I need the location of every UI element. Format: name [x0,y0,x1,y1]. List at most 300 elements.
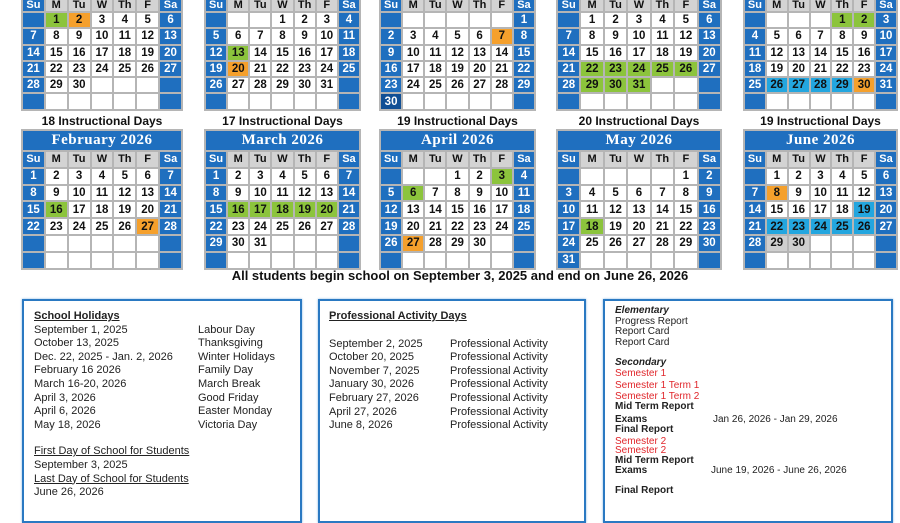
secondary-heading: Secondary [615,357,667,368]
day-cell: 14 [160,186,181,201]
day-cell: 22 [581,62,602,76]
empty-cell [811,236,831,251]
weekday-header: M [403,0,423,11]
instructional-days-caption: 18 Instructional Days [41,114,163,128]
weekday-header: Sa [514,152,534,167]
day-cell: 11 [652,29,673,43]
day-cell: 7 [339,169,359,184]
empty-cell [69,94,90,108]
day-cell: 17 [558,219,579,234]
day-cell: 13 [876,186,896,201]
day-cell: 1 [767,169,787,184]
day-cell: 3 [403,29,423,43]
empty-cell [745,253,765,268]
day-cell: 9 [295,29,315,43]
day-cell: 3 [250,169,270,184]
day-cell: 2 [69,13,90,27]
empty-cell [699,253,720,268]
day-cell: 5 [767,29,787,43]
empty-cell [339,236,359,251]
day-cell: 20 [403,219,423,234]
day-cell: 16 [228,202,248,217]
exams-dates: June 19, 2026 - June 26, 2026 [711,465,847,476]
day-cell: 20 [699,46,720,60]
day-cell: 10 [69,186,90,201]
weekday-header: Th [652,152,673,167]
day-cell: 16 [699,202,720,217]
report-card: Report Card [615,326,670,337]
empty-cell [69,253,90,268]
empty-cell [403,13,423,27]
item-date: September 2, 2025 [329,337,423,350]
day-cell: 28 [425,236,445,251]
day-cell: 8 [206,186,226,201]
day-cell: 11 [832,186,852,201]
day-cell: 31 [317,78,337,92]
day-cell: 13 [160,29,181,43]
empty-cell [23,13,44,27]
day-cell: 13 [699,29,720,43]
day-cell: 21 [250,62,270,76]
weekday-header: Su [558,0,579,11]
final-report: Final Report [615,484,674,496]
day-cell: 18 [114,46,135,60]
empty-cell [558,94,579,108]
day-cell: 10 [92,29,113,43]
empty-cell [137,78,158,92]
day-cell: 31 [628,78,649,92]
day-cell: 31 [558,253,579,268]
day-cell: 28 [652,236,673,251]
weekday-header: Su [23,152,44,167]
empty-cell [789,13,809,27]
list-item [34,364,300,378]
day-cell: 20 [160,46,181,60]
day-cell: 11 [272,186,292,201]
day-cell: 15 [272,46,292,60]
empty-cell [339,253,359,268]
empty-cell [832,236,852,251]
day-cell: 1 [581,13,602,27]
empty-cell [137,94,158,108]
school-holidays-box [22,299,302,523]
weekday-header: W [628,0,649,11]
empty-cell [295,94,315,108]
day-cell: 15 [23,202,44,217]
weekday-header: M [46,152,67,167]
day-cell: 16 [69,46,90,60]
month-grid [21,0,183,111]
day-cell: 27 [403,236,423,251]
empty-cell [381,169,401,184]
month-calendar [743,129,898,270]
day-cell: 29 [767,236,787,251]
day-cell: 17 [317,46,337,60]
weekday-header: W [92,152,113,167]
day-cell: 8 [46,29,67,43]
day-cell: 22 [206,219,226,234]
weekday-header: W [811,0,831,11]
month-grid [743,0,898,111]
day-cell: 7 [745,186,765,201]
day-cell: 29 [272,78,292,92]
day-cell: 29 [447,236,467,251]
day-cell: 22 [767,219,787,234]
empty-cell [832,253,852,268]
day-cell: 23 [381,78,401,92]
empty-cell [492,236,512,251]
day-cell: 10 [250,186,270,201]
day-cell: 5 [447,29,467,43]
mid-term-report: Mid Term Report [615,401,694,412]
item-name: Professional Activity [450,405,548,418]
list-item [329,351,584,365]
day-cell: 26 [854,219,874,234]
empty-cell [381,13,401,27]
empty-cell [114,253,135,268]
empty-cell [605,94,626,108]
empty-cell [492,94,512,108]
empty-cell [745,169,765,184]
day-cell: 21 [558,62,579,76]
day-cell: 18 [425,62,445,76]
day-cell: 25 [339,62,359,76]
weekday-header: Th [114,0,135,11]
day-cell: 23 [228,219,248,234]
empty-cell [206,253,226,268]
empty-cell [699,94,720,108]
day-cell: 19 [206,62,226,76]
weekday-header: Sa [514,0,534,11]
day-cell: 2 [854,13,874,27]
day-cell: 3 [811,169,831,184]
day-cell: 8 [272,29,292,43]
weekday-header: F [137,152,158,167]
empty-cell [581,94,602,108]
day-cell: 23 [605,62,626,76]
day-cell: 8 [514,29,534,43]
empty-cell [832,94,852,108]
empty-cell [876,94,896,108]
weekday-header: Th [470,0,490,11]
weekday-header: Tu [250,0,270,11]
weekday-header: M [767,0,787,11]
day-cell: 12 [447,46,467,60]
item-date: March 16-20, 2026 [34,377,127,390]
day-cell: 14 [23,46,44,60]
last-day-date: June 26, 2026 [34,486,104,499]
day-cell: 15 [832,46,852,60]
day-cell: 6 [470,29,490,43]
day-cell: 4 [114,13,135,27]
day-cell: 17 [811,202,831,217]
weekday-header: Tu [789,152,809,167]
weekday-header: W [272,152,292,167]
weekday-header: F [675,152,696,167]
instructional-days-caption: 20 Instructional Days [578,114,700,128]
day-cell: 2 [605,13,626,27]
empty-cell [470,253,490,268]
day-cell: 10 [492,186,512,201]
item-name: Professional Activity [450,419,548,432]
month-calendar [556,129,722,270]
day-cell: 25 [114,62,135,76]
weekday-header: Th [832,152,852,167]
day-cell: 4 [832,169,852,184]
day-cell: 28 [558,78,579,92]
empty-cell [206,13,226,27]
day-cell: 27 [628,236,649,251]
day-cell: 5 [854,169,874,184]
day-cell: 27 [789,78,809,92]
month-grid [556,150,722,270]
weekday-header: Sa [876,152,896,167]
day-cell: 20 [470,62,490,76]
day-cell: 5 [605,186,626,201]
month-calendar [21,0,183,111]
day-cell: 16 [470,202,490,217]
weekday-header: Sa [339,0,359,11]
pa-days-title: Professional Activity Days [329,310,467,322]
day-cell: 6 [403,186,423,201]
empty-cell [876,236,896,251]
day-cell: 26 [767,78,787,92]
empty-cell [23,236,44,251]
day-cell: 16 [46,202,67,217]
empty-cell [628,94,649,108]
day-cell: 10 [403,46,423,60]
month-calendar [379,129,536,270]
day-cell: 14 [250,46,270,60]
day-cell: 5 [137,13,158,27]
semester-1: Semester 1 [615,367,667,379]
item-name: Victoria Day [198,418,258,431]
day-cell: 15 [767,202,787,217]
day-cell: 15 [675,202,696,217]
empty-cell [403,253,423,268]
day-cell: 19 [295,202,315,217]
day-cell: 11 [114,29,135,43]
mid-term-report: Mid Term Report [615,454,694,466]
month-title: June 2026 [743,129,898,150]
day-cell: 18 [832,202,852,217]
empty-cell [403,169,423,184]
day-cell: 14 [811,46,831,60]
item-name: March Break [198,377,261,390]
weekday-header: M [228,152,248,167]
weekday-header: M [581,0,602,11]
item-name: Professional Activity [450,364,548,377]
weekday-header: Th [470,152,490,167]
day-cell: 16 [381,62,401,76]
empty-cell [652,253,673,268]
empty-cell [46,236,67,251]
day-cell: 27 [137,219,158,234]
day-cell: 30 [295,78,315,92]
day-cell: 19 [767,62,787,76]
day-cell: 18 [652,46,673,60]
empty-cell [160,253,181,268]
exams-label: Exams [615,465,648,476]
day-cell: 13 [789,46,809,60]
empty-cell [206,94,226,108]
empty-cell [447,253,467,268]
weekday-header: Su [381,152,401,167]
weekday-header: Sa [160,0,181,11]
item-date: October 20, 2025 [329,351,415,364]
empty-cell [652,94,673,108]
item-name: Family Day [198,364,254,377]
item-date: November 7, 2025 [329,364,420,377]
day-cell: 12 [605,202,626,217]
empty-cell [581,253,602,268]
weekday-header: Tu [425,152,445,167]
day-cell: 7 [250,29,270,43]
month-grid [379,150,536,270]
weekday-header: M [228,0,248,11]
list-item [329,419,584,433]
empty-cell [605,253,626,268]
day-cell: 30 [699,236,720,251]
month-calendar [556,0,722,111]
weekday-header: F [492,0,512,11]
day-cell: 26 [381,236,401,251]
day-cell: 9 [46,186,67,201]
day-cell: 23 [854,62,874,76]
day-cell: 24 [69,219,90,234]
day-cell: 26 [447,78,467,92]
weekday-header: Tu [69,0,90,11]
day-cell: 7 [652,186,673,201]
day-cell: 10 [876,29,896,43]
empty-cell [339,78,359,92]
item-date: April 27, 2026 [329,405,397,418]
empty-cell [514,236,534,251]
day-cell: 12 [675,29,696,43]
day-cell: 11 [514,186,534,201]
empty-cell [69,236,90,251]
day-cell: 30 [69,78,90,92]
empty-cell [470,94,490,108]
day-cell: 15 [46,46,67,60]
list-item [34,378,300,392]
day-cell: 26 [206,78,226,92]
item-date: April 6, 2026 [34,405,96,418]
instructional-days-caption: 17 Instructional Days [222,114,343,128]
day-cell: 27 [317,219,337,234]
day-cell: 5 [381,186,401,201]
empty-cell [250,13,270,27]
day-cell: 6 [699,13,720,27]
day-cell: 7 [558,29,579,43]
item-name: Professional Activity [450,378,548,391]
day-cell: 17 [250,202,270,217]
day-cell: 4 [745,29,765,43]
weekday-header: Tu [605,0,626,11]
weekday-header: W [628,152,649,167]
empty-cell [558,13,579,27]
empty-cell [92,236,113,251]
day-cell: 3 [492,169,512,184]
item-date: Dec. 22, 2025 - Jan. 2, 2026 [34,350,173,363]
weekday-header: Tu [789,0,809,11]
day-cell: 20 [628,219,649,234]
day-cell: 5 [206,29,226,43]
empty-cell [652,169,673,184]
empty-cell [317,253,337,268]
day-cell: 23 [699,219,720,234]
day-cell: 6 [228,29,248,43]
empty-cell [514,253,534,268]
day-cell: 4 [272,169,292,184]
day-cell: 8 [581,29,602,43]
day-cell: 1 [514,13,534,27]
day-cell: 30 [470,236,490,251]
weekday-header: Th [652,0,673,11]
month-grid [204,150,361,270]
day-cell: 21 [652,219,673,234]
item-name: Professional Activity [450,391,548,404]
empty-cell [228,253,248,268]
semester-2: Semester 2 [615,445,667,456]
empty-cell [605,169,626,184]
day-cell: 8 [23,186,44,201]
empty-cell [745,94,765,108]
empty-cell [160,94,181,108]
empty-cell [854,94,874,108]
empty-cell [447,94,467,108]
weekday-header: W [811,152,831,167]
empty-cell [137,236,158,251]
weekday-header: F [675,0,696,11]
weekday-header: F [492,152,512,167]
empty-cell [811,13,831,27]
day-cell: 17 [403,62,423,76]
empty-cell [92,94,113,108]
day-cell: 29 [46,78,67,92]
school-dates-banner: All students begin school on September 3, 2025 and end on June 26, 2026 [231,268,689,283]
day-cell: 1 [832,13,852,27]
month-grid [379,0,536,111]
day-cell: 17 [876,46,896,60]
empty-cell [767,253,787,268]
day-cell: 9 [605,29,626,43]
month-calendar [21,129,183,270]
day-cell: 10 [811,186,831,201]
exams-label: Exams [615,413,648,425]
day-cell: 2 [46,169,67,184]
day-cell: 25 [745,78,765,92]
day-cell: 7 [811,29,831,43]
day-cell: 30 [789,236,809,251]
day-cell: 20 [876,202,896,217]
day-cell: 15 [514,46,534,60]
day-cell: 21 [745,219,765,234]
day-cell: 22 [46,62,67,76]
day-cell: 26 [675,62,696,76]
day-cell: 26 [295,219,315,234]
empty-cell [403,94,423,108]
weekday-header: Th [295,0,315,11]
list-item [34,324,300,338]
weekday-header: F [317,152,337,167]
empty-cell [745,13,765,27]
day-cell: 6 [317,169,337,184]
empty-cell [854,253,874,268]
empty-cell [492,253,512,268]
day-cell: 3 [628,13,649,27]
item-date: May 18, 2026 [34,418,101,431]
